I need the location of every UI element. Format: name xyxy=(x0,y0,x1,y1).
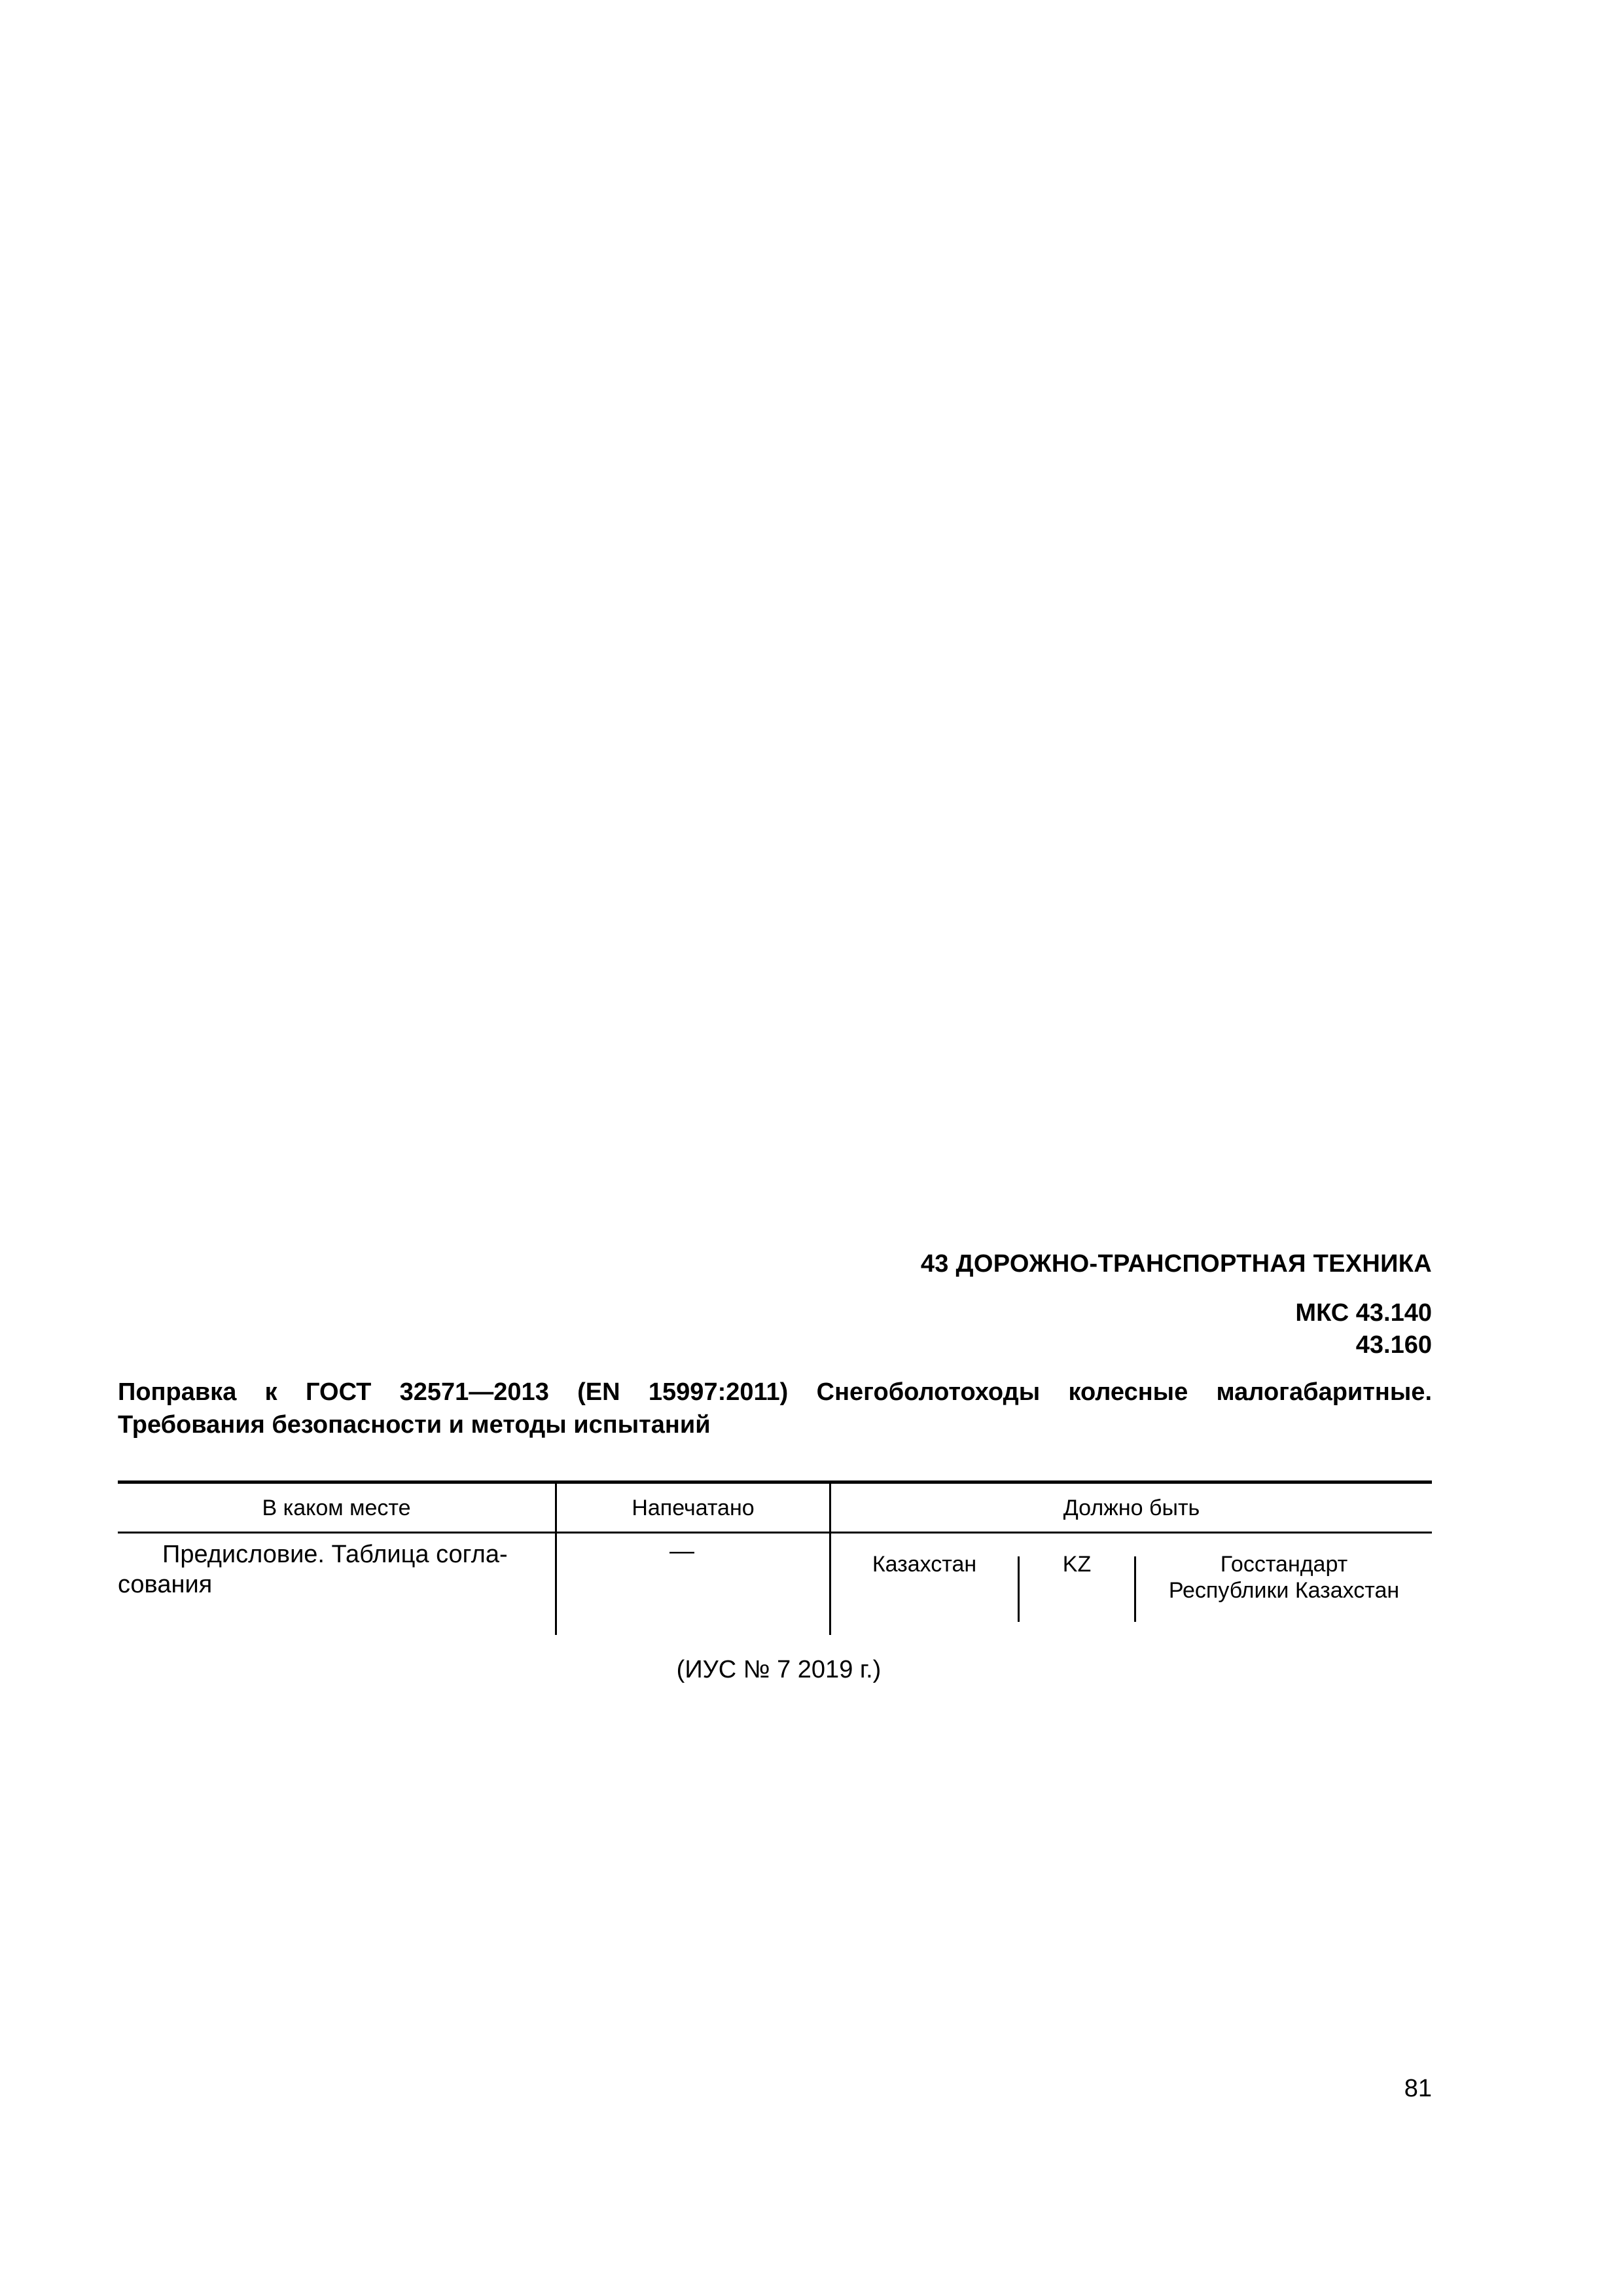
header-place: В каком месте xyxy=(262,1496,411,1520)
place-text-line-2: сования xyxy=(118,1571,213,1598)
amendment-title-line-1: Поправка к ГОСТ 32571—2013 (EN 15997:2011) Снегоболотоходы колесные малогабаритные. xyxy=(118,1378,1432,1406)
table-cell-body xyxy=(1136,1551,1432,1604)
amendment-title xyxy=(118,1376,1432,1441)
source-note: (ИУС № 7 2019 г.) xyxy=(676,1656,882,1683)
mks-classification xyxy=(1099,1297,1432,1361)
amendment-table xyxy=(118,1480,1432,1635)
place-text-line-1: Предисловие. Таблица согла- xyxy=(162,1541,508,1568)
table-cell-printed: — xyxy=(669,1537,694,1565)
mks-code-1: МКС 43.140 xyxy=(1295,1299,1432,1327)
table-top-rule xyxy=(118,1480,1432,1484)
body-text-line-1: Госстандарт xyxy=(1220,1552,1348,1577)
table-cell-country: Казахстан xyxy=(872,1552,977,1577)
section-heading: 43 ДОРОЖНО-ТРАНСПОРТНАЯ ТЕХНИКА xyxy=(920,1250,1432,1278)
table-cell-code: KZ xyxy=(1062,1552,1092,1577)
table-cell-place xyxy=(118,1539,542,1600)
header-should-be: Должно быть xyxy=(1063,1496,1200,1520)
amendment-title-line-2: Требования безопасности и методы испытаний xyxy=(118,1411,711,1439)
mks-code-2: 43.160 xyxy=(1355,1331,1432,1359)
page-number: 81 xyxy=(1404,2075,1432,2102)
body-text-line-2: Республики Казахстан xyxy=(1168,1578,1400,1603)
header-printed: Напечатано xyxy=(632,1496,755,1520)
table-header-rule xyxy=(118,1532,1432,1534)
